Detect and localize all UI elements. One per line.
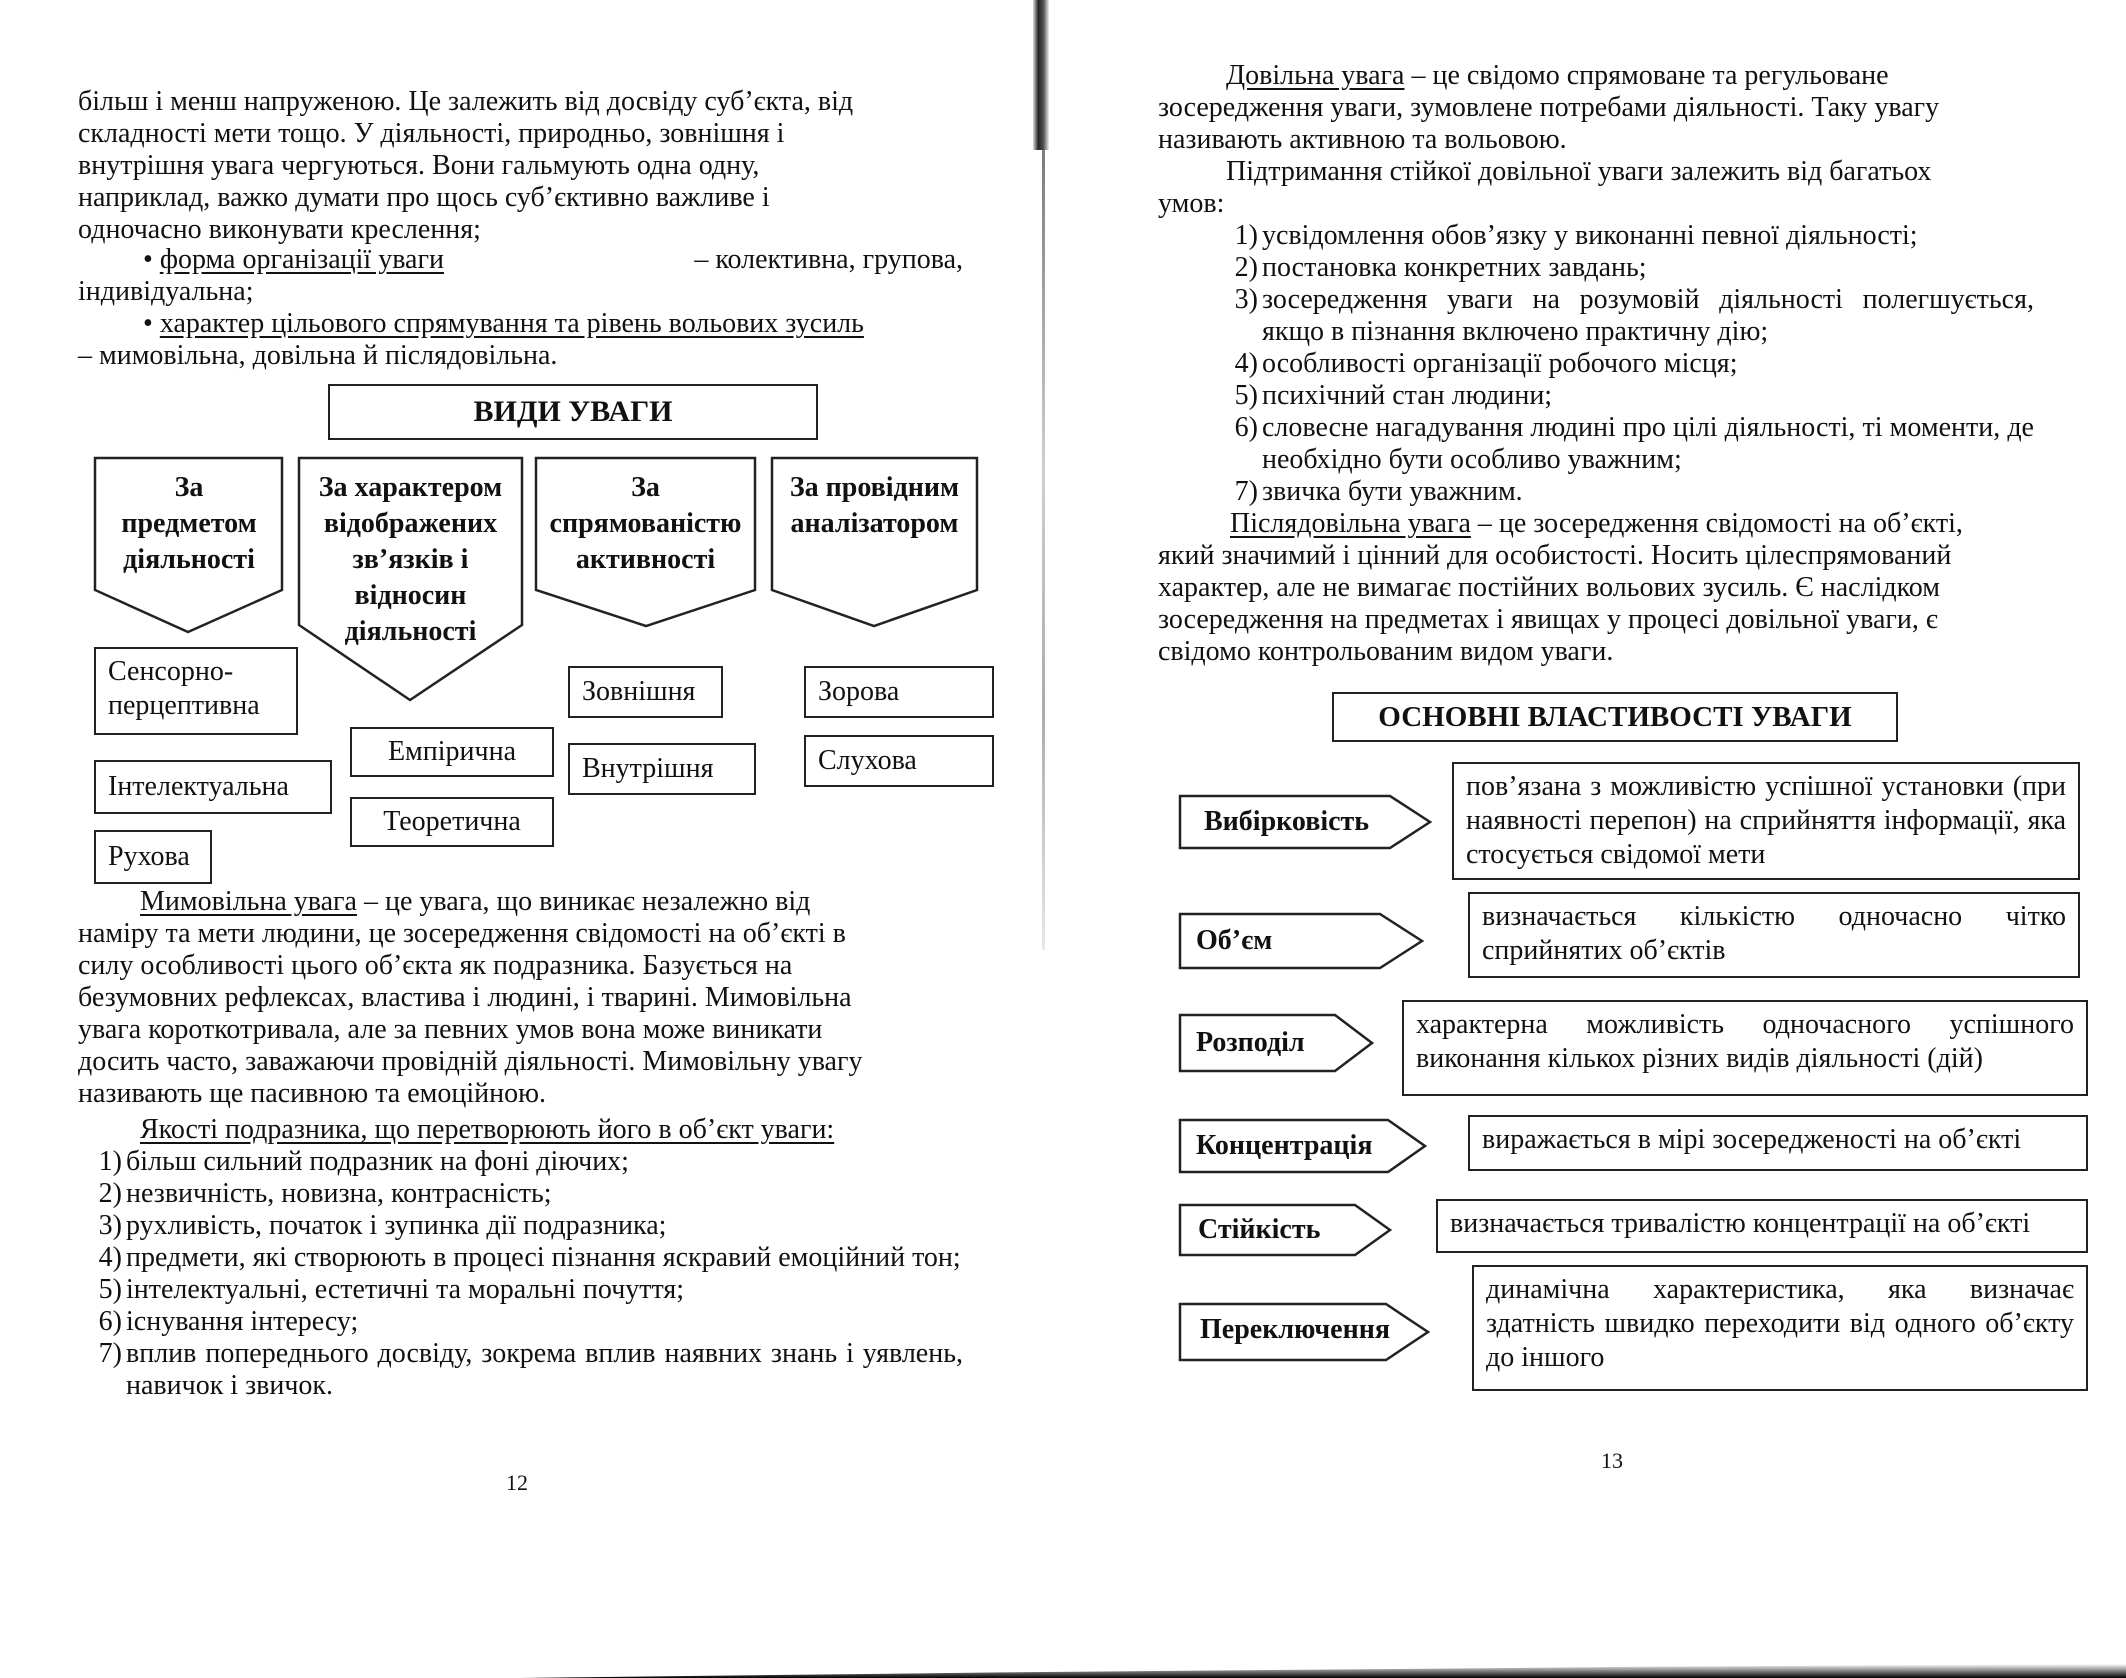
voluntary-line: називають активною та вольовою. [1158,124,1567,155]
list-item: 6) словесне нагадування людині про цілі діяльності, ті моменти, де необхідно бути особливо уважним; [1234,412,2034,475]
involuntary-paragraph [78,886,963,1110]
list-item: 2) постановка конкретних завдань; [1234,252,1647,283]
property-name: Вибірковість [1204,806,1370,837]
intro-line: складності мети тощо. У діяльності, природньо, зовнішня і [78,118,785,149]
page-number: 12 [506,1470,528,1495]
type-box: Сенсорно-перцептивна [94,647,298,735]
property-description: пов’язана з можливістю успішної установки (при наявності перепон) на сприйняття інформації, яка стосується свідомої мети [1452,762,2080,880]
intro-line: наприклад, важко думати про щось суб’єктивно важливе і [78,182,770,213]
diagram-title: ВИДИ УВАГИ [328,384,818,440]
type-box: Теоретична [350,797,554,847]
involuntary-line: увага короткотривала, але за певних умов вона може виникати [78,1014,823,1045]
involuntary-line: безумовних рефлексах, властива і людині, і тварині. Мимовільна [78,982,852,1013]
list-item: 2) незвичність, новизна, контрасність; [98,1178,552,1209]
conditions-list [1214,220,2034,508]
bullet-term: форма організації уваги [159,244,444,275]
support-line: Підтримання стійкої довільної уваги залежить від багатьох [1226,156,1932,187]
list-item: 1) усвідомлення обов’язку у виконанні певної діяльності; [1234,220,1918,251]
list-item: 7) вплив попереднього досвіду, зокрема вплив наявних знань і уявлень, навичок і звичок. [98,1338,963,1401]
list-item: 5) психічний стан людини; [1234,380,1553,411]
voluntary-first-line [1158,60,2034,92]
category-label: За провідним аналізатором [789,472,960,539]
involuntary-line: силу особливості цього об’єкта як подразника. Базується на [78,950,793,981]
post-line: – це зосередження свідомості на об’єкті, [1470,508,1963,539]
category-label: За предметом діяльності [121,472,257,575]
property-description: динамічна характеристика, яка визначає здатність швидко переходити від одного об’єкту до іншого [1472,1265,2088,1391]
involuntary-line: називають ще пасивною та емоційною. [78,1078,547,1109]
bullet-icon: • [143,244,160,275]
list-item: 5) інтелектуальні, естетичні та моральні почуття; [98,1274,685,1305]
voluntary-paragraph [1158,60,2034,156]
property-name: Концентрація [1196,1130,1373,1161]
property-description: характерна можливість одночасного успішного виконання кількох різних видів діяльності (дій) [1402,1000,2088,1096]
book-gutter-line [1042,150,1045,950]
type-box: Інтелектуальна [94,760,332,814]
qualities-list [78,1146,963,1402]
involuntary-line: – це увага, що виникає незалежно від [356,886,811,917]
list-item: 1) більш сильний подразник на фоні діючих; [98,1146,629,1177]
property-description: визначається тривалістю концентрації на об’єкті [1436,1199,2088,1253]
list-item: 6) існування інтересу; [98,1306,359,1337]
type-box: Емпірична [350,727,554,777]
voluntary-line: – це свідомо спрямоване та регульоване [1404,60,1889,91]
post-line: який значимий і цінний для особистості. Носить цілеспрямований [1158,540,1952,571]
post-term: Післядовільна увага [1230,508,1471,539]
support-line: умов: [1158,188,1225,219]
properties-title: ОСНОВНІ ВЛАСТИВОСТІ УВАГИ [1332,692,1898,742]
category-label: За характером відображених зв’язків і відносин діяльності [318,472,503,647]
bullet-term: характер цільового спрямування та рівень вольових зусиль [159,308,864,339]
list-item: 4) предмети, які створюють в процесі пізнання яскравий емоційний тон; [98,1242,961,1273]
list-item: 3) зосередження уваги на розумовій діяльності полегшується, якщо в пізнання включено практичну дію; [1234,284,2034,347]
support-paragraph [1158,156,2034,220]
property-name: Розподіл [1196,1027,1305,1058]
property-description: визначається кількістю одночасно чітко сприйнятих об’єктів [1468,892,2080,978]
post-first-line [1158,508,2034,540]
intro-line: одночасно виконувати креслення; [78,214,481,245]
type-box: Зовнішня [568,666,723,718]
list-item: 3) рухливість, початок і зупинка дії подразника; [98,1210,667,1241]
involuntary-line: наміру та мети людини, це зосередження свідомості на об’єкті в [78,918,846,949]
post-voluntary-paragraph [1158,508,2034,668]
type-box: Слухова [804,735,994,787]
category-label: За спрямованістю активності [549,472,742,575]
post-line: характер, але не вимагає постійних вольових зусиль. Є наслідком [1158,572,1940,603]
bullet-rest: індивідуальна; [78,276,254,307]
involuntary-term: Мимовільна увага [140,886,357,917]
post-line: зосередження на предметах і явищах у процесі довільної уваги, є [1158,604,1938,635]
voluntary-line: зосередження уваги, зумовлене потребами діяльності. Таку увагу [1158,92,1940,123]
bullet-rest: – мимовільна, довільна й післядовільна. [78,340,558,371]
property-name: Об’єм [1196,925,1273,956]
type-box: Внутрішня [568,743,756,795]
involuntary-first-line [78,886,963,918]
bullet-icon: • [143,308,160,339]
voluntary-term: Довільна увага [1226,60,1405,91]
bullet-rest: – колективна, групова, [687,244,963,275]
property-description: виражається в мірі зосередженості на об’єкті [1468,1115,2088,1171]
qualities-heading: Якості подразника, що перетворюють його в об’єкт уваги: [140,1114,835,1145]
intro-line: внутрішня увага чергуються. Вони гальмують одна одну, [78,150,760,181]
intro-line: більш і менш напруженою. Це залежить від досвіду суб’єкта, від [78,86,854,117]
type-box: Зорова [804,666,994,718]
post-line: свідомо контрольованим видом уваги. [1158,636,1614,667]
list-item: 4) особливості організації робочого місця; [1234,348,1738,379]
list-item: 7) звичка бути уважним. [1234,476,1523,507]
page-number: 13 [1601,1448,1623,1473]
involuntary-line: досить часто, заважаючи провідній діяльності. Мимовільну увагу [78,1046,863,1077]
property-name: Стійкість [1198,1214,1321,1245]
type-box: Рухова [94,830,212,884]
scan-bottom-edge [520,1664,2126,1678]
property-name: Переключення [1200,1314,1391,1345]
